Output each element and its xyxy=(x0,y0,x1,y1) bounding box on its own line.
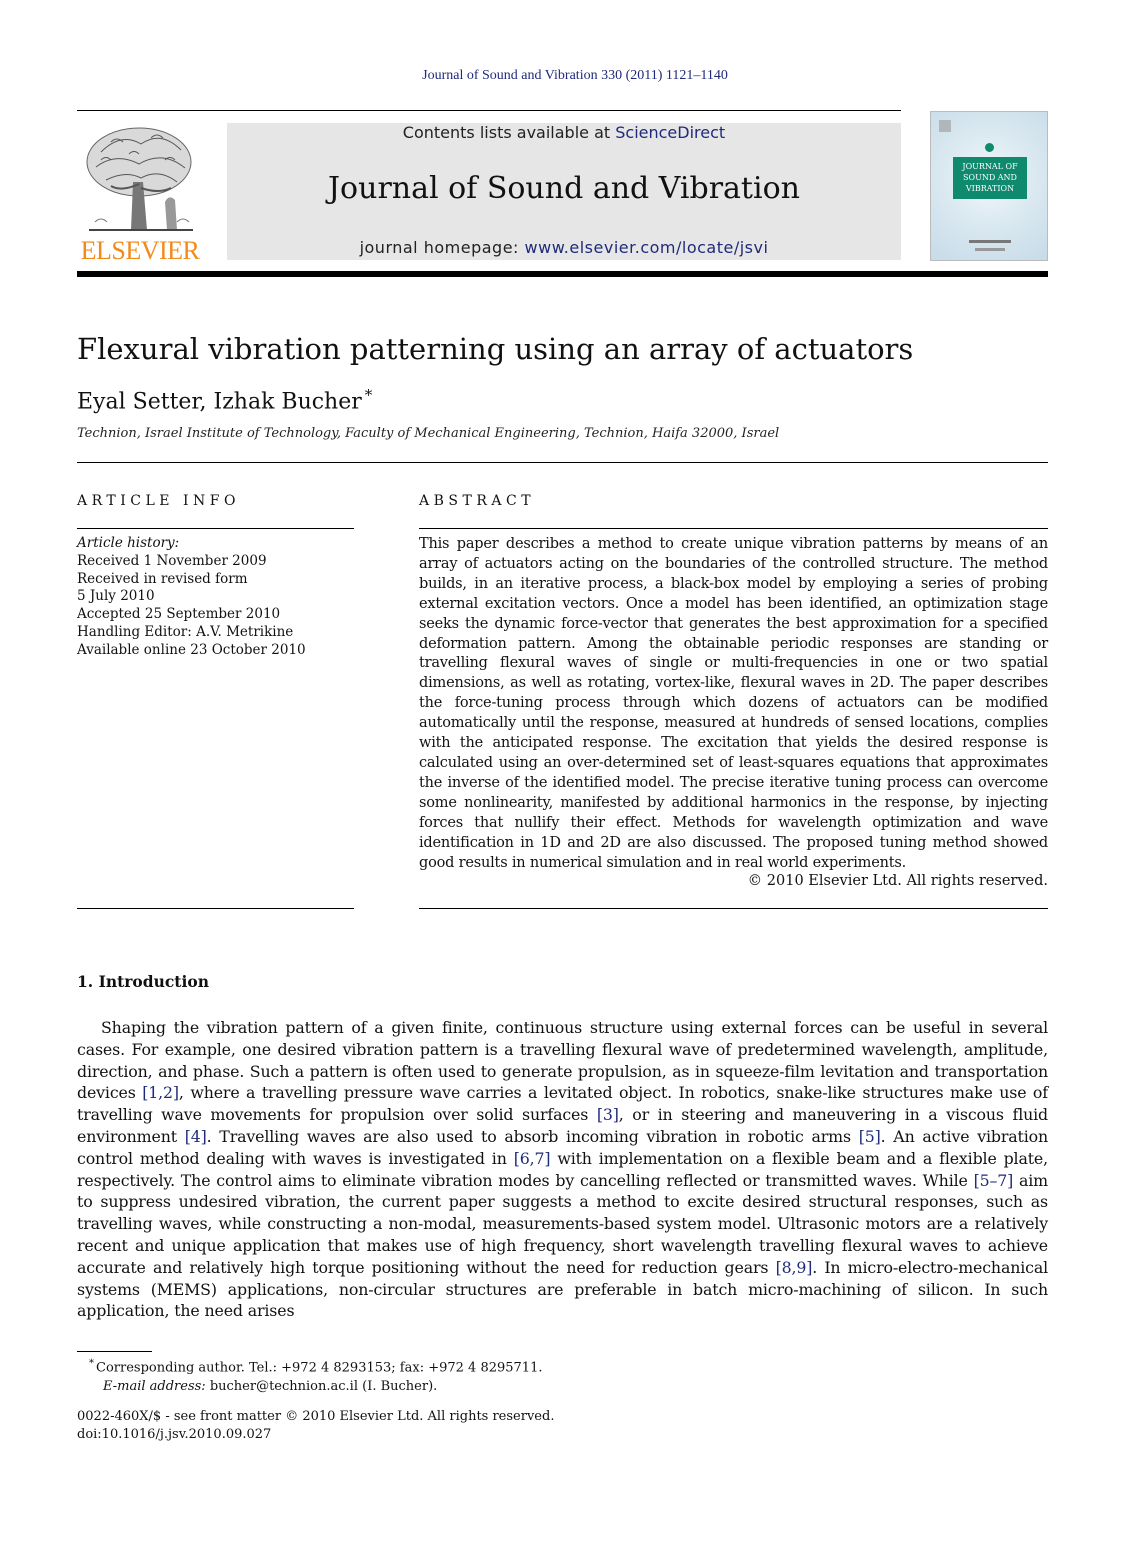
homepage-link[interactable]: www.elsevier.com/locate/jsvi xyxy=(524,238,769,257)
elsevier-logo[interactable] xyxy=(77,122,203,265)
elsevier-tree-icon xyxy=(81,122,199,234)
cover-emblem xyxy=(985,143,994,152)
journal-name: Journal of Sound and Vibration xyxy=(328,171,800,206)
header-thick-rule xyxy=(77,271,1048,277)
doi-line[interactable]: doi:10.1016/j.jsv.2010.09.027 xyxy=(77,1427,272,1442)
email-label: E-mail address: xyxy=(103,1379,206,1395)
divider-rule xyxy=(77,462,1048,463)
citation-link[interactable]: [6,7] xyxy=(513,1148,551,1168)
citation-link[interactable]: [3] xyxy=(596,1105,619,1125)
body-text: . In micro-electro-mechanical systems (MEMS) applications, non-circular structures are preferable in batch micro-machining of silicon. In such application, the need arises xyxy=(77,1257,1049,1321)
divider-rule xyxy=(77,908,354,909)
contents-prefix: Contents lists available at xyxy=(402,123,616,142)
footnote-rule xyxy=(77,1351,152,1352)
authors-names: Eyal Setter, Izhak Bucher xyxy=(77,389,362,415)
introduction-paragraph xyxy=(77,1017,1048,1322)
article-history xyxy=(77,535,354,660)
body-text: , where a travelling pressure wave carries a levitated object. In robotics, snake-like structures make use of travelling wave movements for propulsion over solid surfaces xyxy=(77,1083,1048,1125)
section-heading-introduction: 1. Introduction xyxy=(77,972,209,991)
body-text: Shaping the vibration pattern of a given finite, continuous structure using external forces can be useful in several cases. For example, one desired vibration pattern is a travelling flexural wave of predetermined wavelength, amplitude, direction, and phase. Such a pattern is often used to generate propulsion, as in squeeze-film levitation and transportation devices xyxy=(77,1018,1048,1103)
article-title: Flexural vibration patterning using an array of actuators xyxy=(77,332,914,366)
history-entry: Received in revised form xyxy=(77,570,248,587)
front-matter xyxy=(77,1408,554,1444)
elsevier-wordmark: ELSEVIER xyxy=(80,236,200,265)
journal-citation[interactable]: Journal of Sound and Vibration 330 (2011) 1121–1140 xyxy=(422,68,728,83)
history-entry: 5 July 2010 xyxy=(77,588,155,605)
journal-masthead xyxy=(227,123,901,260)
journal-cover-thumbnail[interactable] xyxy=(930,111,1048,261)
email-address[interactable]: bucher@technion.ac.il (I. Bucher). xyxy=(209,1379,438,1395)
citation-link[interactable]: [8,9] xyxy=(775,1257,813,1277)
abstract-copyright: © 2010 Elsevier Ltd. All rights reserved. xyxy=(747,873,1048,889)
article-info-heading: ARTICLE INFO xyxy=(77,493,240,509)
article-history-label: Article history: xyxy=(77,535,180,551)
contents-availability xyxy=(227,123,901,142)
cover-title-line: VIBRATION xyxy=(965,184,1015,193)
header-top-rule xyxy=(77,110,901,111)
introduction-body xyxy=(77,1017,1048,1322)
sciencedirect-link[interactable]: ScienceDirect xyxy=(615,123,726,142)
author-list xyxy=(77,386,372,414)
body-text: with implementation on a flexible beam and a flexible plate, respectively. The control aims to eliminate vibration modes by cancelling reflected or transmitted waves. While xyxy=(77,1148,1048,1190)
citation-link[interactable]: [1,2] xyxy=(142,1083,179,1103)
corresponding-author-mark[interactable]: * xyxy=(364,386,373,404)
footnote-mark: * xyxy=(89,1358,94,1369)
author-affiliation: Technion, Israel Institute of Technology, Faculty of Mechanical Engineering, Technion, Haifa 32000, Israel xyxy=(77,426,780,441)
email-note xyxy=(77,1377,542,1396)
citation-link[interactable]: [5–7] xyxy=(973,1170,1014,1190)
divider-rule xyxy=(419,528,1048,529)
footnote xyxy=(77,1354,542,1396)
history-entry: Handling Editor: A.V. Metrikine xyxy=(77,623,294,640)
issn-line: 0022-460X/$ - see front matter © 2010 Elsevier Ltd. All rights reserved. xyxy=(77,1409,555,1424)
body-text: . Travelling waves are also used to absorb incoming vibration in robotic arms xyxy=(206,1126,859,1146)
cover-title-line: JOURNAL OF xyxy=(962,162,1018,171)
cover-publisher-mark xyxy=(939,120,951,132)
citation-link[interactable]: [4] xyxy=(184,1126,207,1146)
citation-link[interactable]: [5] xyxy=(858,1126,881,1146)
history-entry: Available online 23 October 2010 xyxy=(77,641,306,658)
cover-footer-line xyxy=(969,240,1011,243)
cover-title-line: SOUND AND xyxy=(963,173,1017,182)
corresponding-author-note xyxy=(77,1354,542,1377)
corresponding-author-text: Corresponding author. Tel.: +972 4 8293153; fax: +972 4 8295711. xyxy=(96,1360,543,1376)
body-text: . An active vibration control method dealing with waves is investigated in xyxy=(77,1126,1048,1168)
body-text: , or in steering and maneuvering in a viscous fluid environment xyxy=(77,1105,1048,1146)
homepage-prefix: journal homepage: xyxy=(359,238,525,257)
abstract-heading: ABSTRACT xyxy=(419,493,536,509)
divider-rule xyxy=(419,908,1048,909)
history-entry: Accepted 25 September 2010 xyxy=(77,606,281,623)
history-entry: Received 1 November 2009 xyxy=(77,552,267,569)
cover-footer-line xyxy=(975,248,1005,251)
divider-rule xyxy=(77,528,354,529)
body-text: aim to suppress undesired vibration, the current paper suggests a method to excite desired structural responses, such as travelling waves, while constructing a non-modal, measurements-based system model. Ultrasonic motors are a relatively recent and unique application that makes use of high frequency, short wavelength travelling flexural waves to achieve accurate and relatively high torque positioning without the need for reduction gears xyxy=(77,1170,1048,1277)
journal-homepage xyxy=(227,238,901,257)
abstract-text: This paper describes a method to create unique vibration patterns by means of an array of actuators acting on the boundaries of the controlled structure. The method builds, in an iterative process, a black-box model by employing a series of probing external excitation vectors. Once a model has been identified, an optimization stage seeks the dynamic force-vector that generates the best approximation for a specified deformation pattern. Among the obtainable periodic responses are standing or travelling flexural waves of single or multi-frequencies in one or two spatial dimensions, as well as rotating, vortex-like, flexural waves in 2D. The paper describes the force-tuning process through which dozens of actuators can be modified automatically until the response, measured at hundreds of sensed locations, complies with the anticipated response. The excitation that yields the desired response is calculated using an over-determined set of least-squares equations that approximates the inverse of the identified model. The precise iterative tuning process can overcome some nonlinearity, manifested by additional harmonics in the response, by injecting forces that nullify their effect. Methods for wavelength optimization and wave identification in 1D and 2D are also discussed. The proposed tuning method showed good results in numerical simulation and in real world experiments. xyxy=(419,536,1048,871)
cover-title-badge xyxy=(953,157,1027,199)
